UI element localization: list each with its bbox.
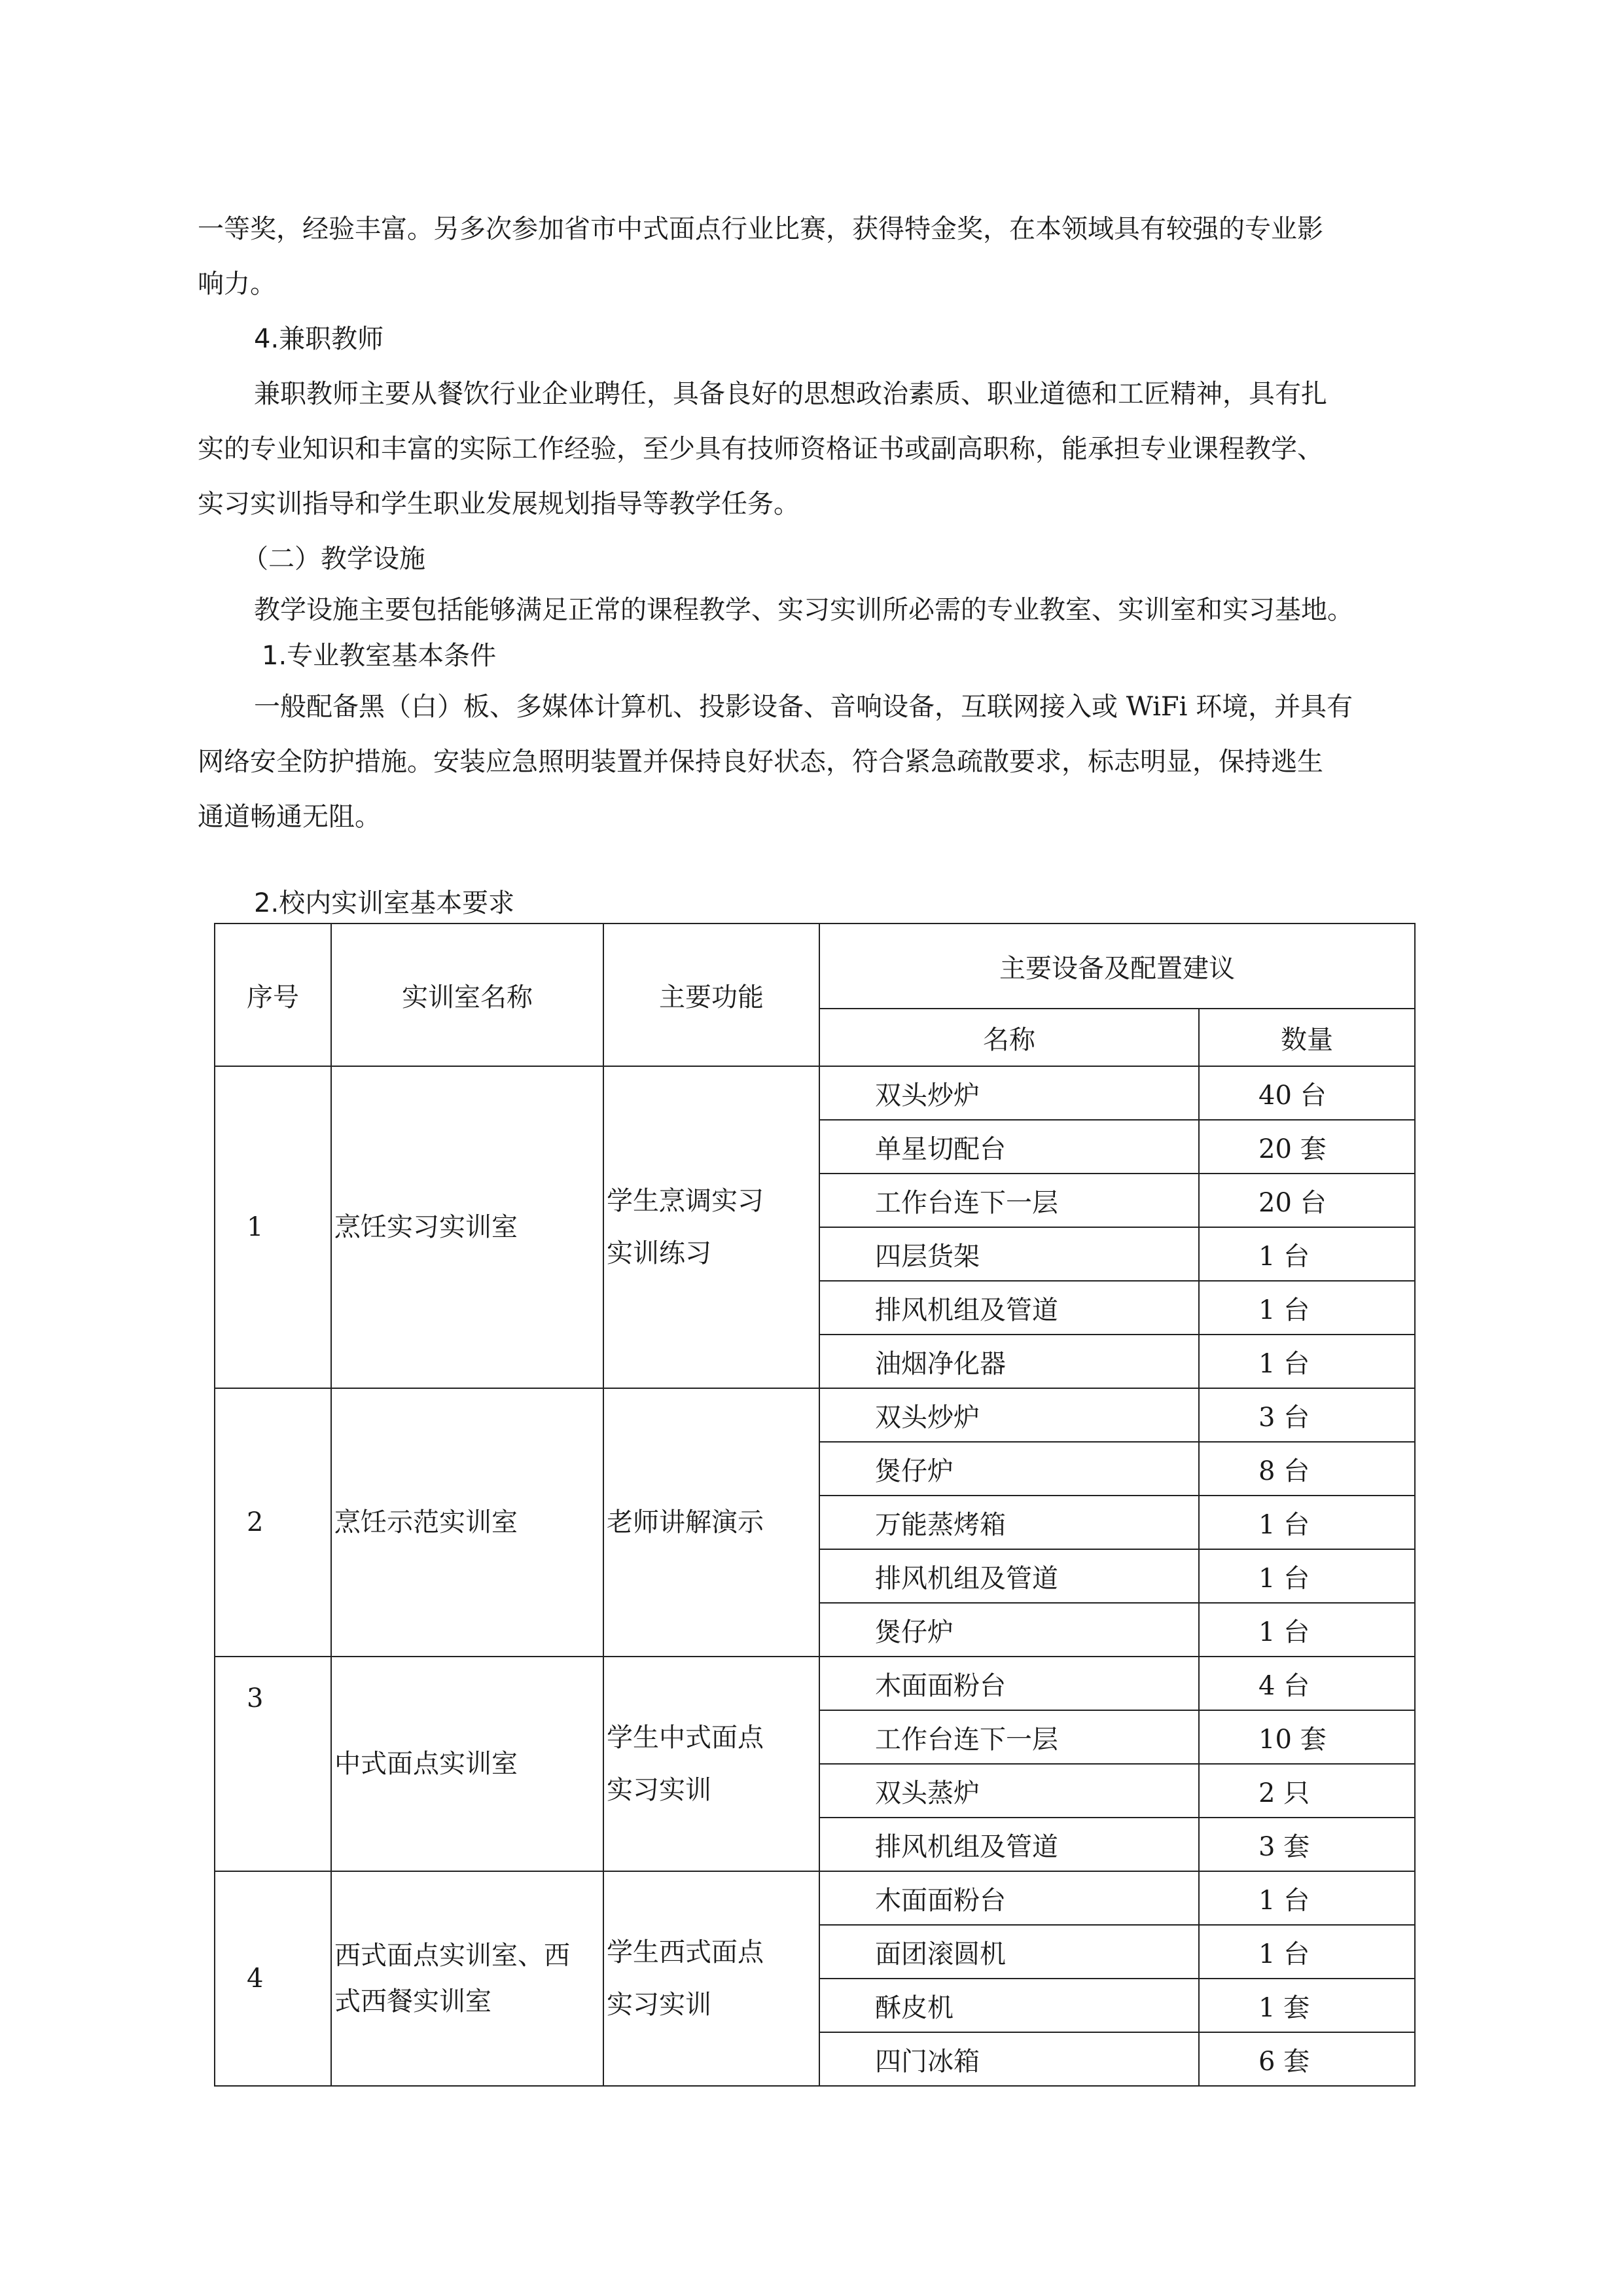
- equipment-name: 工作台连下一层: [819, 1710, 1199, 1764]
- room-function: 学生烹调实习 实训练习: [603, 1066, 819, 1388]
- header-room-name: 实训室名称: [331, 924, 603, 1066]
- equipment-name: 木面面粉台: [819, 1657, 1199, 1710]
- equipment-name: 排风机组及管道: [819, 1818, 1199, 1871]
- paragraph-line: 教学设施主要包括能够满足正常的课程教学、实习实训所必需的专业教室、实训室和实习基地。: [254, 595, 1353, 625]
- equipment-qty: 20 套: [1199, 1120, 1415, 1174]
- equipment-qty: 1 台: [1199, 1227, 1415, 1281]
- paragraph-line: 实习实训指导和学生职业发展规划指导等教学任务。: [198, 489, 800, 519]
- room-name: 烹饪实习实训室: [331, 1066, 603, 1388]
- equipment-qty: 1 台: [1199, 1925, 1415, 1979]
- paragraph-line: 一等奖，经验丰富。另多次参加省市中式面点行业比赛，获得特金奖，在本领域具有较强的专业影: [198, 214, 1323, 244]
- paragraph-line: 通道畅通无阻。: [198, 802, 381, 832]
- header-equipment-name: 名称: [819, 1009, 1199, 1066]
- room-no: 1: [215, 1066, 331, 1388]
- room-function: 老师讲解演示: [603, 1388, 819, 1657]
- room-no: 4: [215, 1871, 331, 2086]
- equipment-qty: 8 台: [1199, 1442, 1415, 1496]
- room-function: 学生西式面点 实习实训: [603, 1871, 819, 2086]
- paragraph-line: 实的专业知识和丰富的实际工作经验，至少具有技师资格证书或副高职称，能承担专业课程教学、: [198, 434, 1323, 464]
- room-name: 烹饪示范实训室: [331, 1388, 603, 1657]
- equipment-name: 双头炒炉: [819, 1388, 1199, 1442]
- equipment-name: 万能蒸烤箱: [819, 1496, 1199, 1549]
- equipment-qty: 1 台: [1199, 1496, 1415, 1549]
- header-equipment-group: 主要设备及配置建议: [819, 924, 1415, 1009]
- table-row: [215, 1871, 1415, 1925]
- equipment-qty: 40 台: [1199, 1066, 1415, 1120]
- header-main-function: 主要功能: [603, 924, 819, 1066]
- equipment-qty: 2 只: [1199, 1764, 1415, 1818]
- equipment-qty: 10 套: [1199, 1710, 1415, 1764]
- equipment-qty: 1 台: [1199, 1549, 1415, 1603]
- equipment-name: 木面面粉台: [819, 1871, 1199, 1925]
- equipment-qty: 6 套: [1199, 2032, 1415, 2086]
- equipment-qty: 20 台: [1199, 1174, 1415, 1227]
- table-row: [215, 1066, 1415, 1120]
- equipment-qty: 1 台: [1199, 1603, 1415, 1657]
- section-heading-training-rooms: 2.校内实训室基本要求: [254, 888, 515, 918]
- equipment-qty: 3 套: [1199, 1818, 1415, 1871]
- equipment-qty: 1 台: [1199, 1281, 1415, 1335]
- equipment-name: 酥皮机: [819, 1979, 1199, 2032]
- equipment-name: 四层货架: [819, 1227, 1199, 1281]
- equipment-name: 双头炒炉: [819, 1066, 1199, 1120]
- equipment-name: 工作台连下一层: [819, 1174, 1199, 1227]
- room-name: 中式面点实训室: [331, 1657, 603, 1871]
- equipment-name: 煲仔炉: [819, 1603, 1199, 1657]
- equipment-qty: 1 台: [1199, 1871, 1415, 1925]
- paragraph-line: 一般配备黑（白）板、多媒体计算机、投影设备、音响设备，互联网接入或 WiFi 环境，并具有: [254, 692, 1353, 722]
- header-no: 序号: [215, 924, 331, 1066]
- equipment-name: 四门冰箱: [819, 2032, 1199, 2086]
- paragraph-line: 网络安全防护措施。安装应急照明装置并保持良好状态，符合紧急疏散要求，标志明显，保持逃生: [198, 747, 1323, 777]
- table-row: [215, 1657, 1415, 1710]
- equipment-name: 煲仔炉: [819, 1442, 1199, 1496]
- header-quantity: 数量: [1199, 1009, 1415, 1066]
- room-no: 3: [215, 1657, 331, 1871]
- equipment-name: 单星切配台: [819, 1120, 1199, 1174]
- training-rooms-table: [214, 923, 1416, 2087]
- section-heading-classroom-conditions: 1.专业教室基本条件: [262, 641, 497, 671]
- equipment-name: 面团滚圆机: [819, 1925, 1199, 1979]
- equipment-name: 排风机组及管道: [819, 1281, 1199, 1335]
- equipment-qty: 1 套: [1199, 1979, 1415, 2032]
- equipment-name: 双头蒸炉: [819, 1764, 1199, 1818]
- room-name: 西式面点实训室、西 式西餐实训室: [331, 1871, 603, 2086]
- equipment-qty: 1 台: [1199, 1335, 1415, 1388]
- paragraph-line: 兼职教师主要从餐饮行业企业聘任，具备良好的思想政治素质、职业道德和工匠精神，具有扎: [254, 379, 1327, 409]
- section-heading-teaching-facilities: （二）教学设施: [242, 544, 425, 574]
- table-row: [215, 1388, 1415, 1442]
- equipment-qty: 3 台: [1199, 1388, 1415, 1442]
- equipment-name: 油烟净化器: [819, 1335, 1199, 1388]
- room-function: 学生中式面点 实习实训: [603, 1657, 819, 1871]
- equipment-name: 排风机组及管道: [819, 1549, 1199, 1603]
- paragraph-line: 响力。: [198, 269, 276, 299]
- room-no: 2: [215, 1388, 331, 1657]
- section-heading-part-time-teachers: 4.兼职教师: [254, 324, 384, 354]
- equipment-qty: 4 台: [1199, 1657, 1415, 1710]
